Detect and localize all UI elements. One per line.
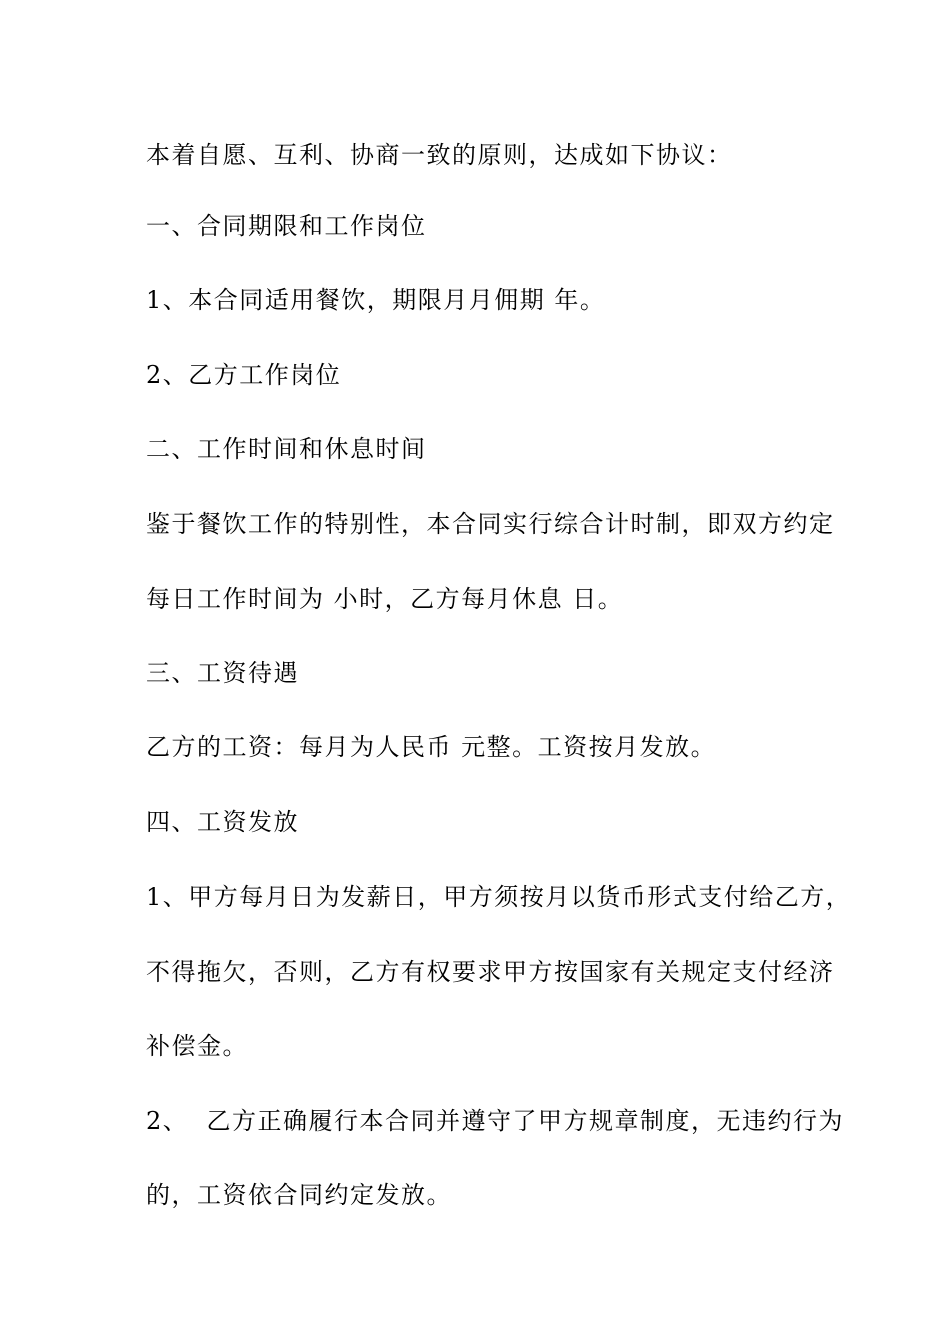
clause-1-2: 2、乙方工作岗位 [146, 361, 342, 389]
heading-wages: 三、工资待遇 [146, 659, 299, 687]
clause-4-1-line-2: 不得拖欠，否则，乙方有权要求甲方按国家有关规定支付经济 [146, 958, 835, 986]
paragraph-wages: 乙方的工资：每月为人民币 元整。工资按月发放。 [146, 733, 717, 761]
clause-4-1-line-1: 1、甲方每月日为发薪日，甲方须按月以货币形式支付给乙方， [146, 883, 852, 911]
clause-4-1-line-3: 补偿金。 [146, 1032, 248, 1060]
paragraph-working-hours-line-1: 鉴于餐饮工作的特别性，本合同实行综合计时制，即双方约定 [146, 510, 835, 538]
heading-contract-term: 一、合同期限和工作岗位 [146, 212, 427, 240]
paragraph-working-hours-line-2: 每日工作时间为 小时，乙方每月休息 日。 [146, 585, 624, 613]
heading-wage-payment: 四、工资发放 [146, 808, 299, 836]
heading-working-hours: 二、工作时间和休息时间 [146, 435, 427, 463]
clause-4-2-line-2: 的，工资依合同约定发放。 [146, 1181, 452, 1209]
clause-4-2-line-1: 2、 乙方正确履行本合同并遵守了甲方规章制度，无违约行为 [146, 1107, 845, 1135]
paragraph-preamble: 本着自愿、互利、协商一致的原则，达成如下协议： [146, 141, 733, 169]
clause-1-1: 1、本合同适用餐饮，期限月月佣期 年。 [146, 286, 606, 314]
